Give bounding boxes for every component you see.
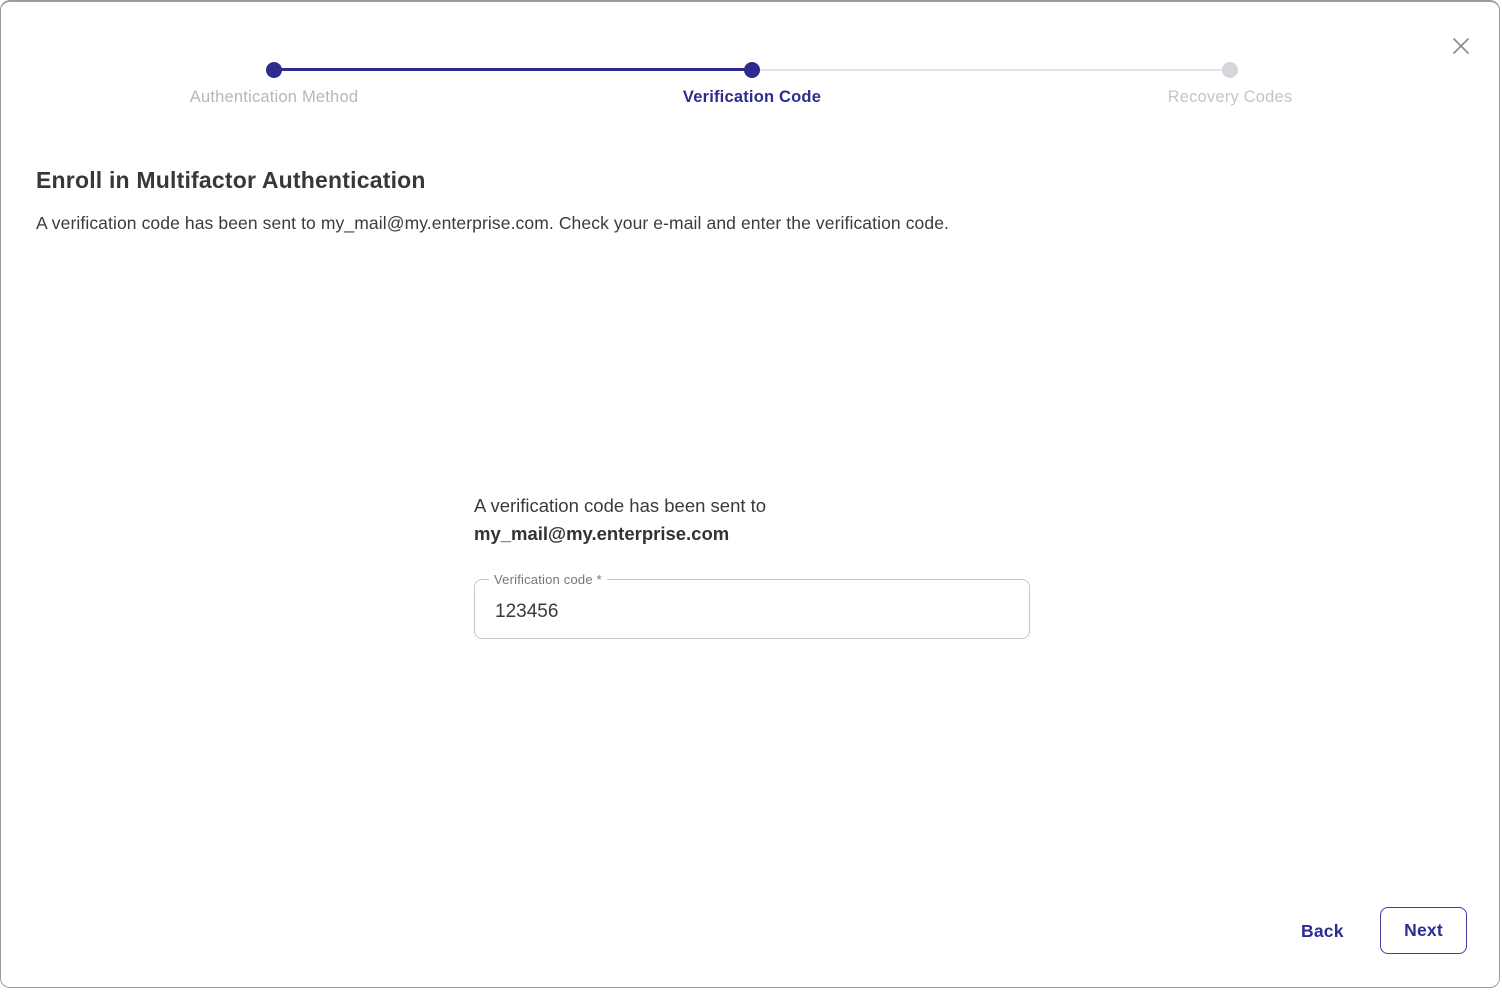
verification-code-field [474, 572, 1030, 639]
next-button[interactable]: Next [1380, 907, 1467, 954]
sent-message: A verification code has been sent to [474, 495, 767, 516]
step-label-authentication-method: Authentication Method [189, 88, 359, 106]
verification-code-input[interactable] [475, 580, 1029, 638]
page-header [36, 167, 1236, 234]
step-label-recovery-codes: Recovery Codes [1167, 88, 1293, 106]
back-button[interactable]: Back [1291, 912, 1354, 950]
sent-email: my_mail@my.enterprise.com [474, 523, 730, 544]
enrollment-stepper [1, 2, 1501, 122]
page-subtitle: A verification code has been sent to my_mail@my.enterprise.com. Check your e-mail and enter the verification code. [36, 213, 950, 233]
verification-code-label: Verification code * [489, 572, 607, 587]
step-recovery-codes[interactable] [1120, 57, 1340, 107]
step-authentication-method[interactable] [164, 57, 384, 107]
step-verification-code[interactable] [642, 57, 862, 107]
step-label-verification-code: Verification Code [682, 88, 822, 106]
page-title: Enroll in Multifactor Authentication [36, 167, 426, 193]
verification-section [474, 492, 1030, 639]
